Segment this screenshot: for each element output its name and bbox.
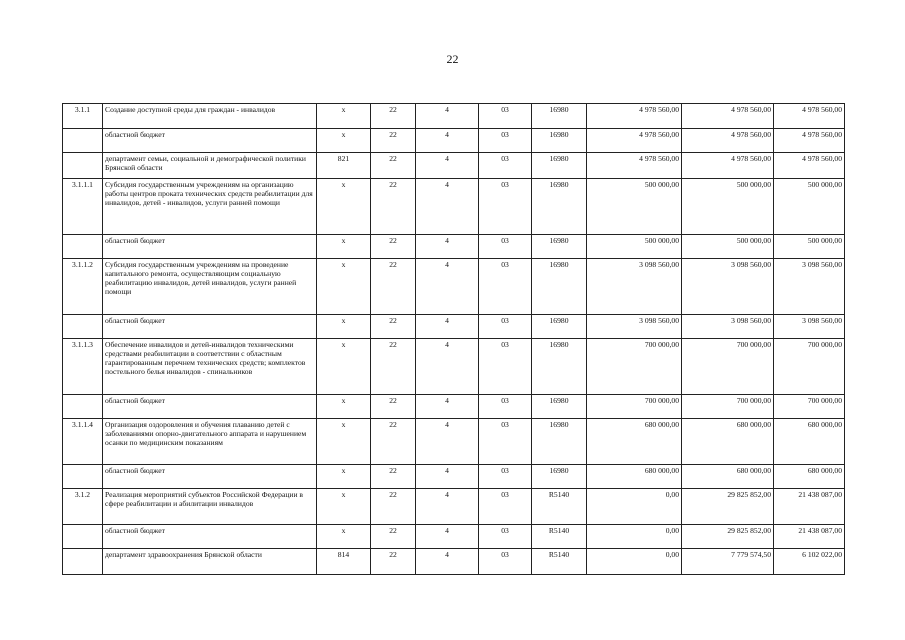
cell-event: 03 [479, 153, 532, 179]
cell-direction: R5140 [532, 489, 587, 525]
cell-event: 03 [479, 235, 532, 259]
cell-amount-2: 500 000,00 [682, 235, 774, 259]
cell-amount-1: 500 000,00 [587, 235, 682, 259]
cell-direction: 16980 [532, 235, 587, 259]
row-code [63, 315, 103, 339]
cell-program: 22 [371, 235, 416, 259]
row-name: департамент семьи, социальной и демографической политики Брянской области [103, 153, 317, 179]
cell-subprogram: 4 [416, 465, 479, 489]
cell-amount-1: 700 000,00 [587, 339, 682, 395]
row-code [63, 129, 103, 153]
cell-amount-3: 3 098 560,00 [774, 315, 845, 339]
cell-grbs: х [317, 259, 371, 315]
table-row [63, 315, 845, 339]
cell-amount-1: 700 000,00 [587, 395, 682, 419]
cell-subprogram: 4 [416, 489, 479, 525]
cell-direction: 16980 [532, 465, 587, 489]
row-name: областной бюджет [103, 395, 317, 419]
cell-amount-2: 500 000,00 [682, 179, 774, 235]
cell-amount-1: 3 098 560,00 [587, 315, 682, 339]
table-row [63, 339, 845, 395]
row-name: областной бюджет [103, 129, 317, 153]
cell-amount-1: 0,00 [587, 489, 682, 525]
cell-program: 22 [371, 489, 416, 525]
cell-program: 22 [371, 179, 416, 235]
row-name: Реализация мероприятий субъектов Российской Федерации в сфере реабилитации и абилитации инвалидов [103, 489, 317, 525]
cell-program: 22 [371, 104, 416, 129]
row-name: Обеспечение инвалидов и детей-инвалидов техническими средствами реабилитации в соответствии с областным гарантированным перечнем технических средств; комплектов постельного белья инвалидов - спинальников [103, 339, 317, 395]
cell-grbs: х [317, 489, 371, 525]
cell-event: 03 [479, 419, 532, 465]
cell-direction: 16980 [532, 315, 587, 339]
cell-amount-1: 500 000,00 [587, 179, 682, 235]
cell-program: 22 [371, 549, 416, 575]
cell-subprogram: 4 [416, 525, 479, 549]
cell-event: 03 [479, 489, 532, 525]
cell-direction: 16980 [532, 339, 587, 395]
cell-amount-3: 700 000,00 [774, 339, 845, 395]
cell-grbs: х [317, 315, 371, 339]
cell-subprogram: 4 [416, 419, 479, 465]
cell-event: 03 [479, 129, 532, 153]
cell-event: 03 [479, 465, 532, 489]
cell-grbs: х [317, 104, 371, 129]
table-row [63, 525, 845, 549]
cell-amount-2: 680 000,00 [682, 465, 774, 489]
row-code [63, 153, 103, 179]
cell-direction: 16980 [532, 129, 587, 153]
cell-program: 22 [371, 465, 416, 489]
cell-direction: 16980 [532, 104, 587, 129]
row-code: 3.1.1 [63, 104, 103, 129]
cell-event: 03 [479, 549, 532, 575]
row-code [63, 465, 103, 489]
cell-subprogram: 4 [416, 179, 479, 235]
row-name: областной бюджет [103, 465, 317, 489]
cell-amount-2: 700 000,00 [682, 395, 774, 419]
row-name: Создание доступной среды для граждан - инвалидов [103, 104, 317, 129]
cell-grbs: х [317, 465, 371, 489]
cell-direction: 16980 [532, 259, 587, 315]
cell-subprogram: 4 [416, 153, 479, 179]
cell-amount-2: 29 825 852,00 [682, 489, 774, 525]
row-name: Субсидия государственным учреждениям на организацию работы центров проката технических средств реабилитации для инвалидов, детей - инвалидов, услуги ранней помощи [103, 179, 317, 235]
row-name: департамент здравоохранения Брянской области [103, 549, 317, 575]
cell-amount-1: 4 978 560,00 [587, 129, 682, 153]
cell-program: 22 [371, 419, 416, 465]
cell-amount-2: 7 779 574,50 [682, 549, 774, 575]
cell-amount-3: 500 000,00 [774, 235, 845, 259]
cell-amount-2: 3 098 560,00 [682, 259, 774, 315]
cell-amount-1: 4 978 560,00 [587, 153, 682, 179]
cell-amount-3: 21 438 087,00 [774, 525, 845, 549]
row-code [63, 395, 103, 419]
cell-direction: 16980 [532, 395, 587, 419]
cell-subprogram: 4 [416, 395, 479, 419]
table-row [63, 489, 845, 525]
table-row [63, 153, 845, 179]
cell-grbs: х [317, 339, 371, 395]
cell-amount-1: 680 000,00 [587, 419, 682, 465]
cell-event: 03 [479, 315, 532, 339]
cell-program: 22 [371, 259, 416, 315]
cell-grbs: х [317, 129, 371, 153]
cell-subprogram: 4 [416, 315, 479, 339]
cell-amount-1: 0,00 [587, 549, 682, 575]
cell-amount-1: 0,00 [587, 525, 682, 549]
cell-amount-1: 3 098 560,00 [587, 259, 682, 315]
cell-amount-1: 4 978 560,00 [587, 104, 682, 129]
cell-subprogram: 4 [416, 549, 479, 575]
cell-amount-3: 3 098 560,00 [774, 259, 845, 315]
cell-amount-2: 680 000,00 [682, 419, 774, 465]
cell-program: 22 [371, 129, 416, 153]
cell-event: 03 [479, 179, 532, 235]
cell-program: 22 [371, 153, 416, 179]
row-code [63, 235, 103, 259]
cell-grbs: х [317, 419, 371, 465]
cell-direction: 16980 [532, 179, 587, 235]
cell-grbs: 821 [317, 153, 371, 179]
cell-amount-3: 680 000,00 [774, 419, 845, 465]
cell-amount-2: 4 978 560,00 [682, 153, 774, 179]
table-row [63, 549, 845, 575]
row-code: 3.1.1.3 [63, 339, 103, 395]
row-code [63, 525, 103, 549]
cell-amount-3: 21 438 087,00 [774, 489, 845, 525]
cell-direction: R5140 [532, 549, 587, 575]
cell-program: 22 [371, 339, 416, 395]
cell-amount-3: 4 978 560,00 [774, 104, 845, 129]
row-name: областной бюджет [103, 235, 317, 259]
cell-amount-3: 4 978 560,00 [774, 153, 845, 179]
table-row [63, 259, 845, 315]
row-code: 3.1.1.1 [63, 179, 103, 235]
cell-direction: 16980 [532, 153, 587, 179]
cell-subprogram: 4 [416, 104, 479, 129]
cell-amount-3: 6 102 022,00 [774, 549, 845, 575]
cell-subprogram: 4 [416, 259, 479, 315]
cell-amount-2: 4 978 560,00 [682, 129, 774, 153]
page-number: 22 [446, 52, 459, 66]
row-code: 3.1.2 [63, 489, 103, 525]
row-name: областной бюджет [103, 525, 317, 549]
cell-amount-1: 680 000,00 [587, 465, 682, 489]
cell-amount-2: 3 098 560,00 [682, 315, 774, 339]
table-row [63, 465, 845, 489]
table-row [63, 179, 845, 235]
row-name: областной бюджет [103, 315, 317, 339]
cell-direction: R5140 [532, 525, 587, 549]
cell-program: 22 [371, 315, 416, 339]
cell-subprogram: 4 [416, 129, 479, 153]
cell-program: 22 [371, 395, 416, 419]
cell-amount-3: 500 000,00 [774, 179, 845, 235]
table-row [63, 419, 845, 465]
cell-amount-2: 29 825 852,00 [682, 525, 774, 549]
cell-amount-3: 700 000,00 [774, 395, 845, 419]
cell-amount-3: 4 978 560,00 [774, 129, 845, 153]
cell-event: 03 [479, 104, 532, 129]
cell-grbs: х [317, 179, 371, 235]
table-row [63, 395, 845, 419]
cell-program: 22 [371, 525, 416, 549]
row-code [63, 549, 103, 575]
cell-amount-3: 680 000,00 [774, 465, 845, 489]
cell-event: 03 [479, 339, 532, 395]
cell-event: 03 [479, 525, 532, 549]
cell-grbs: 814 [317, 549, 371, 575]
row-name: Организация оздоровления и обучения плаванию детей с заболеваниями опорно-двигательного аппарата и нарушением осанки по медицинским показаниям [103, 419, 317, 465]
table-row [63, 129, 845, 153]
row-code: 3.1.1.4 [63, 419, 103, 465]
cell-amount-2: 4 978 560,00 [682, 104, 774, 129]
row-name: Субсидия государственным учреждениям на проведение капитального ремонта, осуществляющим социальную реабилитацию инвалидов, детей инвалидов, услуги ранней помощи [103, 259, 317, 315]
cell-grbs: х [317, 525, 371, 549]
cell-event: 03 [479, 395, 532, 419]
cell-event: 03 [479, 259, 532, 315]
cell-amount-2: 700 000,00 [682, 339, 774, 395]
cell-direction: 16980 [532, 419, 587, 465]
cell-grbs: х [317, 395, 371, 419]
cell-grbs: х [317, 235, 371, 259]
cell-subprogram: 4 [416, 235, 479, 259]
table-row [63, 104, 845, 129]
cell-subprogram: 4 [416, 339, 479, 395]
table-row [63, 235, 845, 259]
budget-table [62, 103, 845, 575]
row-code: 3.1.1.2 [63, 259, 103, 315]
